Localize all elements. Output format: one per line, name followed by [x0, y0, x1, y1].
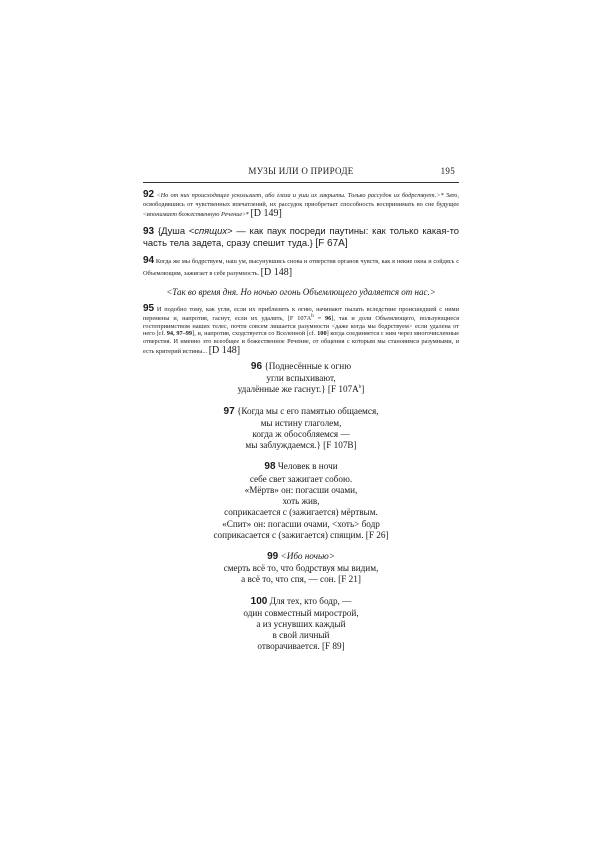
- verse-line: [143, 596, 459, 608]
- verse-text: Человек в ночи: [277, 461, 338, 472]
- running-header: [143, 166, 459, 182]
- fragment-text: ] когда соединяется с ним через многочисленные отверстия. И именно это всеобщее и божественное Речение, от общения с которым мы становимся разумными, и есть критерий истины...: [143, 330, 459, 356]
- header-rule: [143, 182, 459, 183]
- verse-line: хоть жив,: [282, 496, 320, 507]
- verse-line: [143, 461, 459, 473]
- verse-line: один совместный мирострой,: [243, 607, 359, 618]
- fragment-97: [143, 406, 459, 452]
- bold-ref: 100: [317, 330, 327, 338]
- fragment-number: 95: [143, 302, 155, 314]
- bold-ref: 96: [325, 315, 332, 323]
- fragment-100: [143, 596, 459, 653]
- fragment-number: 97: [223, 405, 235, 417]
- fragment-text: Когда же мы бодрствуем, наш ум, высунувшись снова и отверстия органов чувств, как в некие окна и сойдясь с Объемлющим, зажигает в себе разумность.: [143, 258, 459, 277]
- fragment-text: Зато, освободившись от чувственных впечатлений, их рассудок приобретает способность воспринимать во сне будущее <и: [143, 192, 459, 219]
- page: [143, 166, 459, 653]
- fragment-reference: [D 148]: [260, 266, 293, 278]
- fragment-text: ], так и доли Объемлющего, пользующиеся гостеприимством наших телес, почти совсем лишается разумности <даже когда мы бодрствуем> если удалена от него [cf.: [143, 315, 460, 338]
- verse-line: а всё то, что спя, — сон. [F 21]: [241, 574, 361, 585]
- verse-line: соприкасается с (зажигается) спящим. [F 26]: [213, 529, 389, 540]
- verse-line: когда ж обособляемся —: [252, 429, 350, 440]
- fragment-number: 94: [143, 255, 155, 267]
- fragment-95: [143, 303, 459, 357]
- fragment-text: =: [313, 315, 326, 323]
- verse-line: [143, 384, 459, 395]
- verse-text: {Когда мы с его памятью общаемся,: [236, 405, 379, 416]
- fragment-quote: понимает божественную Речение: [149, 211, 243, 219]
- fragment-text: ], и, напротив, сходствуется со Вселенной [cf.: [192, 330, 318, 338]
- verse-line: [143, 551, 459, 563]
- superscript: b: [311, 314, 314, 320]
- verse-line: «Спит» он: погасши очами, <хоть> бодр: [222, 518, 380, 529]
- fragment-94: [143, 255, 459, 279]
- verse-text: Для тех, кто бодр, —: [269, 595, 352, 606]
- verse-line: мы истину глаголем,: [260, 417, 342, 428]
- fragment-text: {Душа <: [157, 225, 195, 237]
- verse-line: в свой личный: [272, 630, 330, 641]
- fragment-number: 96: [250, 360, 263, 372]
- interlude-line: <Так во время дня. Но ночью огонь Объемлющего удаляется от нас.>: [166, 286, 436, 297]
- verse-line: отворачивается. [F 89]: [257, 641, 345, 652]
- fragment-reference: [D 149]: [250, 208, 282, 220]
- verse-text: удалённые же гаснут.} [F 107A: [237, 384, 359, 395]
- fragment-text: > — как паук посреди паутины: как только какая-то часть тела задета, сразу спешит туда.}: [143, 225, 459, 248]
- running-title: МУЗЫ ИЛИ О ПРИРОДЕ: [248, 166, 354, 176]
- page-number: 195: [440, 166, 455, 176]
- fragment-93: [143, 226, 459, 249]
- fragment-98: [143, 461, 459, 541]
- fragment-number: 100: [250, 595, 268, 607]
- verse-line: а из уснувших каждый: [256, 618, 346, 629]
- fragment-text: >*: [242, 211, 249, 219]
- verse-text: ]: [361, 384, 365, 395]
- bold-ref: 94, 97–99: [166, 330, 193, 338]
- verse-line: себе свет зажигает собою.: [249, 473, 353, 484]
- fragment-text: И подобно тому, как угли, если их приблизить к огню, начинают пылать вследствие происшедшей с ними перемены и, напротив, гаснут, если их удалить, [F 107A: [143, 305, 459, 323]
- fragment-italic: спящих: [194, 225, 228, 237]
- fragment-92: [143, 189, 459, 220]
- fragment-99: [143, 551, 459, 586]
- fragment-reference: [F 67A]: [315, 237, 348, 249]
- verse-text: {Поднесённые к огню: [264, 360, 352, 371]
- verse-line: [143, 406, 459, 418]
- verse-line: «Мёртв» он: погасши очами,: [244, 484, 358, 495]
- fragment-quote: <Но от них происходящее ускользает, ибо глаза и уши их закрыты. Только рассудок их бодрствует.>*: [156, 192, 444, 199]
- fragment-number: 92: [143, 189, 155, 200]
- verse-line: мы заблуждаемся.} [F 107B]: [245, 440, 357, 451]
- verse-italic: <Ибо ночью>: [280, 550, 335, 561]
- fragment-reference: [D 148]: [208, 345, 241, 357]
- fragment-96: [143, 361, 459, 396]
- fragment-number: 99: [267, 550, 279, 562]
- fragment-number: 98: [264, 461, 276, 473]
- superscript: b: [358, 385, 362, 391]
- verse-line: [143, 361, 459, 373]
- verse-line: соприкасается с (зажигается) мёртвым.: [224, 507, 378, 518]
- verse-line: угли вспыхивают,: [266, 373, 336, 384]
- fragment-number: 93: [143, 226, 155, 238]
- verse-line: смерть всё то, что бодрствуя мы видим,: [223, 563, 379, 574]
